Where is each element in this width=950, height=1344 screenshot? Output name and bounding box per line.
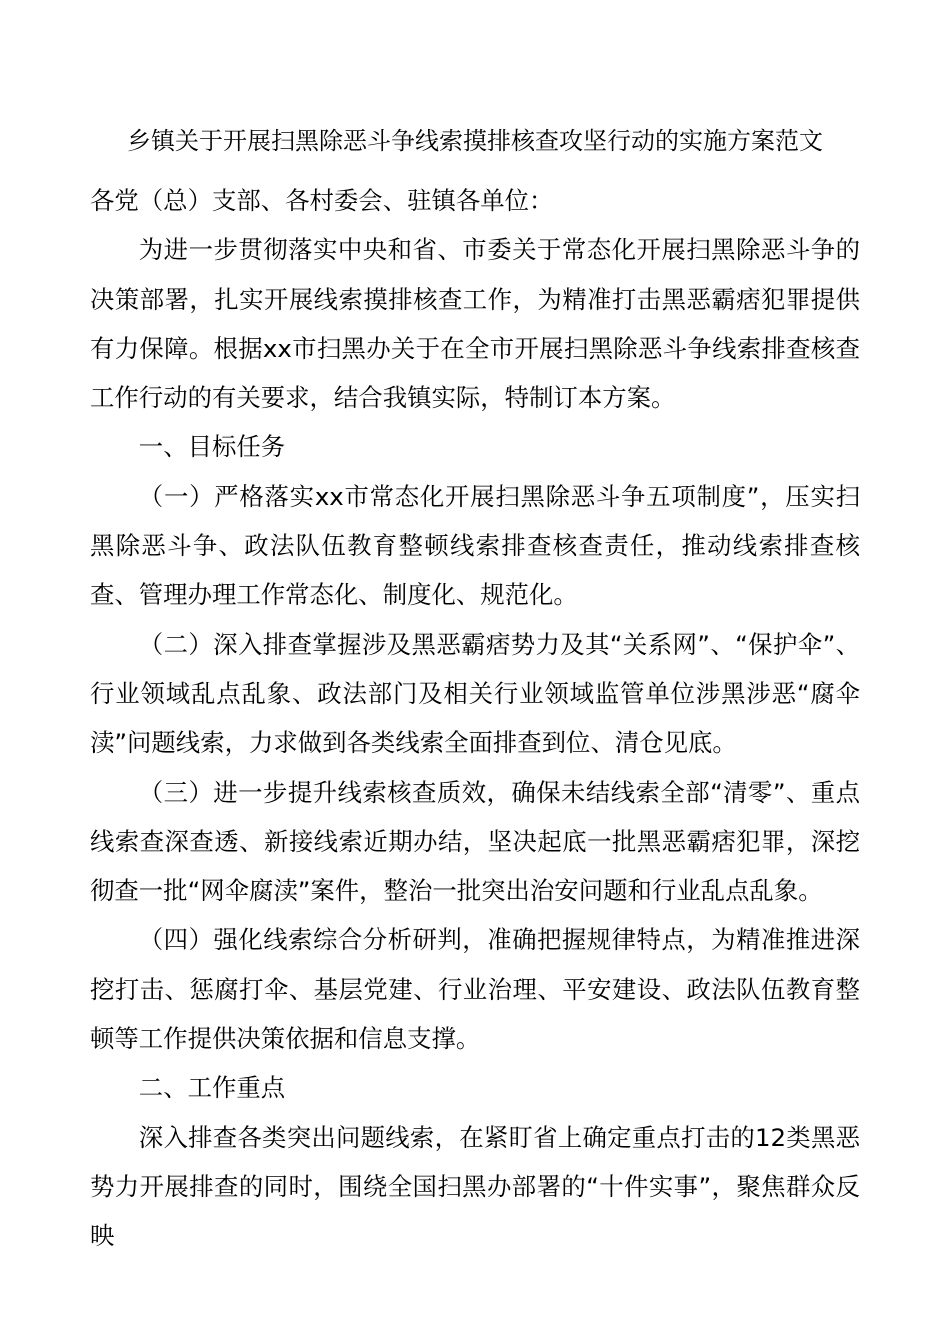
paragraph-focus-1: 深入排查各类突出问题线索，在紧盯省上确定重点打击的12类黑恶势力开展排查的同时，围绕全国扫黑办部署的“十件实事”，聚焦群众反映 (90, 1122, 860, 1251)
paragraph-goal-3: （三）进一步提升线索核查质效，确保未结线索全部“清零”、重点线索查深查透、新接线索近期办结，坚决起底一批黑恶霸痞犯罪，深挖彻查一批“网伞腐渎”案件，整治一批突出治安问题和行业乱点乱象。 (90, 777, 860, 906)
paragraph-goal-1: （一）严格落实xx市常态化开展扫黑除恶斗争五项制度”，压实扫黑除恶斗争、政法队伍教育整顿线索排查核查责任，推动线索排查核查、管理办理工作常态化、制度化、规范化。 (90, 481, 860, 610)
paragraph-goal-2: （二）深入排查掌握涉及黑恶霸痞势力及其“关系网”、“保护伞”、行业领域乱点乱象、政法部门及相关行业领域监管单位涉黑涉恶“腐伞渎”问题线索，力求做到各类线索全面排查到位、清仓见底。 (90, 629, 860, 758)
section-heading-goals: 一、目标任务 (138, 432, 286, 462)
paragraph-intro: 为进一步贯彻落实中央和省、市委关于常态化开展扫黑除恶斗争的决策部署，扎实开展线索摸排核查工作，为精准打击黑恶霸痞犯罪提供有力保障。根据xx市扫黑办关于在全市开展扫黑除恶斗争线索排查核查工作行动的有关要求，结合我镇实际，特制订本方案。 (90, 235, 860, 413)
document-title: 乡镇关于开展扫黑除恶斗争线索摸排核查攻坚行动的实施方案范文 (127, 127, 823, 155)
document-body (90, 176, 860, 1261)
salutation: 各党（总）支部、各村委会、驻镇各单位： (90, 186, 554, 215)
section-heading-focus: 二、工作重点 (138, 1073, 286, 1103)
paragraph-goal-4: （四）强化线索综合分析研判，准确把握规律特点，为精准推进深挖打击、惩腐打伞、基层党建、行业治理、平安建设、政法队伍教育整顿等工作提供决策依据和信息支撑。 (90, 925, 860, 1054)
